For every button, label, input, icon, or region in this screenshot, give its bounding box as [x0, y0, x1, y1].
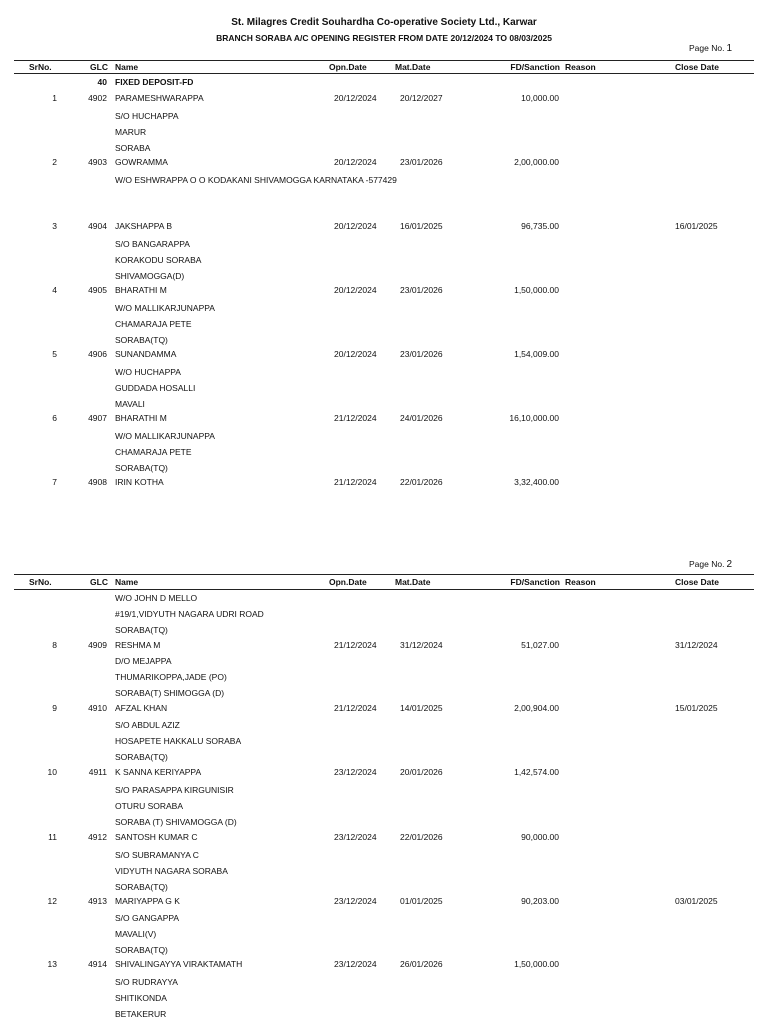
glc-code: 4906 — [88, 349, 107, 359]
close-date: 16/01/2025 — [675, 221, 718, 231]
col-srno-header: SrNo. — [29, 577, 52, 587]
serial-number: 10 — [47, 767, 57, 777]
address-line: D/O MEJAPPA — [115, 656, 172, 666]
address-line: SORABA(TQ) — [115, 945, 168, 955]
opening-date: 23/12/2024 — [334, 832, 377, 842]
maturity-date: 23/01/2026 — [400, 349, 443, 359]
address-line: CHAMARAJA PETE — [115, 319, 192, 329]
account-holder-name: SUNANDAMMA — [115, 349, 177, 359]
close-date: 15/01/2025 — [675, 703, 718, 713]
address-line: SORABA(TQ) — [115, 335, 168, 345]
maturity-date: 31/12/2024 — [400, 640, 443, 650]
opening-date: 23/12/2024 — [334, 959, 377, 969]
glc-code: 4914 — [88, 959, 107, 969]
address-line: MAVALI(V) — [115, 929, 157, 939]
address-line: BETAKERUR — [115, 1009, 167, 1019]
serial-number: 3 — [52, 221, 57, 231]
opening-date: 20/12/2024 — [334, 93, 377, 103]
address-line: S/O PARASAPPA KIRGUNISIR — [115, 785, 234, 795]
fd-sanction-amount: 90,203.00 — [521, 896, 559, 906]
col-opn-date-header: Opn.Date — [329, 577, 367, 587]
maturity-date: 01/01/2025 — [400, 896, 443, 906]
address-line: W/O JOHN D MELLO — [115, 593, 198, 603]
opening-date: 20/12/2024 — [334, 349, 377, 359]
address-line: S/O RUDRAYYA — [115, 977, 178, 987]
page-number — [689, 43, 732, 54]
header-rule-top — [14, 574, 754, 575]
address-line: S/O SUBRAMANYA C — [115, 850, 199, 860]
address-line: MARUR — [115, 127, 147, 137]
account-holder-name: BHARATHI M — [115, 285, 167, 295]
opening-date: 23/12/2024 — [334, 896, 377, 906]
maturity-date: 20/12/2027 — [400, 93, 443, 103]
address-line: SHIVAMOGGA(D) — [115, 271, 185, 281]
serial-number: 9 — [52, 703, 57, 713]
col-srno-header: SrNo. — [29, 62, 52, 72]
serial-number: 7 — [52, 477, 57, 487]
serial-number: 4 — [52, 285, 57, 295]
col-glc-header: GLC — [90, 62, 108, 72]
glc-code: 4909 — [88, 640, 107, 650]
maturity-date: 24/01/2026 — [400, 413, 443, 423]
opening-date: 20/12/2024 — [334, 157, 377, 167]
opening-date: 21/12/2024 — [334, 640, 377, 650]
page-number-value: 2 — [726, 559, 732, 570]
account-holder-name: K SANNA KERIYAPPA — [115, 767, 202, 777]
glc-code: 4902 — [88, 93, 107, 103]
serial-number: 11 — [48, 832, 57, 842]
maturity-date: 22/01/2026 — [400, 477, 443, 487]
address-line: KORAKODU SORABA — [115, 255, 202, 265]
close-date: 03/01/2025 — [675, 896, 718, 906]
header-rule-bottom — [14, 589, 754, 590]
address-line: HOSAPETE HAKKALU SORABA — [115, 736, 242, 746]
report-subtitle: BRANCH SORABA A/C OPENING REGISTER FROM DATE 20/12/2024 TO 08/03/2025 — [216, 33, 552, 43]
address-line: SORABA(TQ) — [115, 463, 168, 473]
glc-code: 4908 — [88, 477, 107, 487]
serial-number: 6 — [52, 413, 57, 423]
col-fd-sanction-header: FD/Sanction — [510, 577, 560, 587]
report-title: St. Milagres Credit Souhardha Co-operative Society Ltd., Karwar — [231, 17, 537, 28]
maturity-date: 14/01/2025 — [400, 703, 443, 713]
page-number-value: 1 — [726, 43, 732, 54]
opening-date: 23/12/2024 — [334, 767, 377, 777]
address-line: W/O HUCHAPPA — [115, 367, 181, 377]
address-line: SORABA (T) SHIVAMOGGA (D) — [115, 817, 237, 827]
fd-sanction-amount: 51,027.00 — [521, 640, 559, 650]
header-rule-top — [14, 60, 754, 61]
account-holder-name: JAKSHAPPA B — [115, 221, 173, 231]
col-mat-date-header: Mat.Date — [395, 62, 431, 72]
glc-code: 4905 — [88, 285, 107, 295]
maturity-date: 20/01/2026 — [400, 767, 443, 777]
address-line: SORABA — [115, 143, 151, 153]
fd-sanction-amount: 2,00,904.00 — [514, 703, 559, 713]
maturity-date: 22/01/2026 — [400, 832, 443, 842]
maturity-date: 23/01/2026 — [400, 285, 443, 295]
serial-number: 12 — [47, 896, 57, 906]
col-glc-header: GLC — [90, 577, 108, 587]
fd-sanction-amount: 3,32,400.00 — [514, 477, 559, 487]
address-line: CHAMARAJA PETE — [115, 447, 192, 457]
fd-sanction-amount: 2,00,000.00 — [514, 157, 559, 167]
glc-code: 4912 — [88, 832, 107, 842]
col-mat-date-header: Mat.Date — [395, 577, 431, 587]
glc-code: 40 — [97, 77, 107, 87]
fd-sanction-amount: 1,50,000.00 — [514, 959, 559, 969]
maturity-date: 26/01/2026 — [400, 959, 443, 969]
opening-date: 21/12/2024 — [334, 477, 377, 487]
account-holder-name: IRIN KOTHA — [115, 477, 164, 487]
opening-date: 20/12/2024 — [334, 221, 377, 231]
address-line: #19/1,VIDYUTH NAGARA UDRI ROAD — [115, 609, 264, 619]
address-line: VIDYUTH NAGARA SORABA — [115, 866, 228, 876]
opening-date: 21/12/2024 — [334, 413, 377, 423]
fd-sanction-amount: 16,10,000.00 — [509, 413, 559, 423]
fd-sanction-amount: 1,42,574.00 — [514, 767, 559, 777]
address-line: SORABA(TQ) — [115, 752, 168, 762]
page-number-label: Page No. — [688, 559, 725, 569]
page-number — [689, 559, 732, 570]
address-line: SORABA(TQ) — [115, 625, 168, 635]
address-line: W/O MALLIKARJUNAPPA — [115, 303, 215, 313]
opening-date: 21/12/2024 — [334, 703, 377, 713]
fd-sanction-amount: 1,50,000.00 — [514, 285, 559, 295]
serial-number: 5 — [52, 349, 57, 359]
page-number-label: Page No. — [688, 43, 725, 53]
address-line: W/O ESHWRAPPA O O KODAKANI SHIVAMOGGA KARNATAKA -577429 — [115, 175, 397, 185]
address-line: W/O MALLIKARJUNAPPA — [115, 431, 215, 441]
account-holder-name: GOWRAMMA — [115, 157, 168, 167]
col-fd-sanction-header: FD/Sanction — [510, 62, 560, 72]
glc-code: 4911 — [88, 767, 107, 777]
glc-code: 4907 — [88, 413, 107, 423]
glc-code: 4910 — [88, 703, 107, 713]
serial-number: 8 — [52, 640, 57, 650]
fd-sanction-amount: 90,000.00 — [521, 832, 559, 842]
fd-sanction-amount: 96,735.00 — [521, 221, 559, 231]
col-close-date-header: Close Date — [675, 577, 719, 587]
maturity-date: 16/01/2025 — [400, 221, 443, 231]
col-close-date-header: Close Date — [675, 62, 719, 72]
col-name-header: Name — [115, 577, 139, 587]
address-line: S/O GANGAPPA — [115, 913, 180, 923]
address-line: SORABA(TQ) — [115, 882, 168, 892]
header-rule-bottom — [14, 73, 754, 74]
address-line: SHITIKONDA — [115, 993, 167, 1003]
fd-sanction-amount: 1,54,009.00 — [514, 349, 559, 359]
address-line: MAVALI — [115, 399, 145, 409]
serial-number: 1 — [52, 93, 57, 103]
address-line: SORABA(T) SHIMOGGA (D) — [115, 688, 225, 698]
account-holder-name: MARIYAPPA G K — [115, 896, 180, 906]
glc-code: 4913 — [88, 896, 107, 906]
account-holder-name: SHIVALINGAYYA VIRAKTAMATH — [115, 959, 243, 969]
section-heading: FIXED DEPOSIT-FD — [115, 77, 194, 87]
fd-sanction-amount: 10,000.00 — [521, 93, 559, 103]
col-reason-header: Reason — [565, 62, 596, 72]
opening-date: 20/12/2024 — [334, 285, 377, 295]
account-holder-name: AFZAL KHAN — [115, 703, 168, 713]
address-line: S/O HUCHAPPA — [115, 111, 179, 121]
col-name-header: Name — [115, 62, 139, 72]
account-holder-name: RESHMA M — [115, 640, 161, 650]
address-line: OTURU SORABA — [115, 801, 184, 811]
glc-code: 4904 — [88, 221, 107, 231]
address-line: GUDDADA HOSALLI — [115, 383, 196, 393]
account-holder-name: PARAMESHWARAPPA — [115, 93, 204, 103]
account-holder-name: SANTOSH KUMAR C — [115, 832, 198, 842]
close-date: 31/12/2024 — [675, 640, 718, 650]
address-line: THUMARIKOPPA,JADE (PO) — [115, 672, 227, 682]
serial-number: 13 — [47, 959, 57, 969]
address-line: S/O ABDUL AZIZ — [115, 720, 180, 730]
glc-code: 4903 — [88, 157, 107, 167]
col-opn-date-header: Opn.Date — [329, 62, 367, 72]
col-reason-header: Reason — [565, 577, 596, 587]
maturity-date: 23/01/2026 — [400, 157, 443, 167]
address-line: S/O BANGARAPPA — [115, 239, 190, 249]
serial-number: 2 — [52, 157, 57, 167]
account-holder-name: BHARATHI M — [115, 413, 167, 423]
